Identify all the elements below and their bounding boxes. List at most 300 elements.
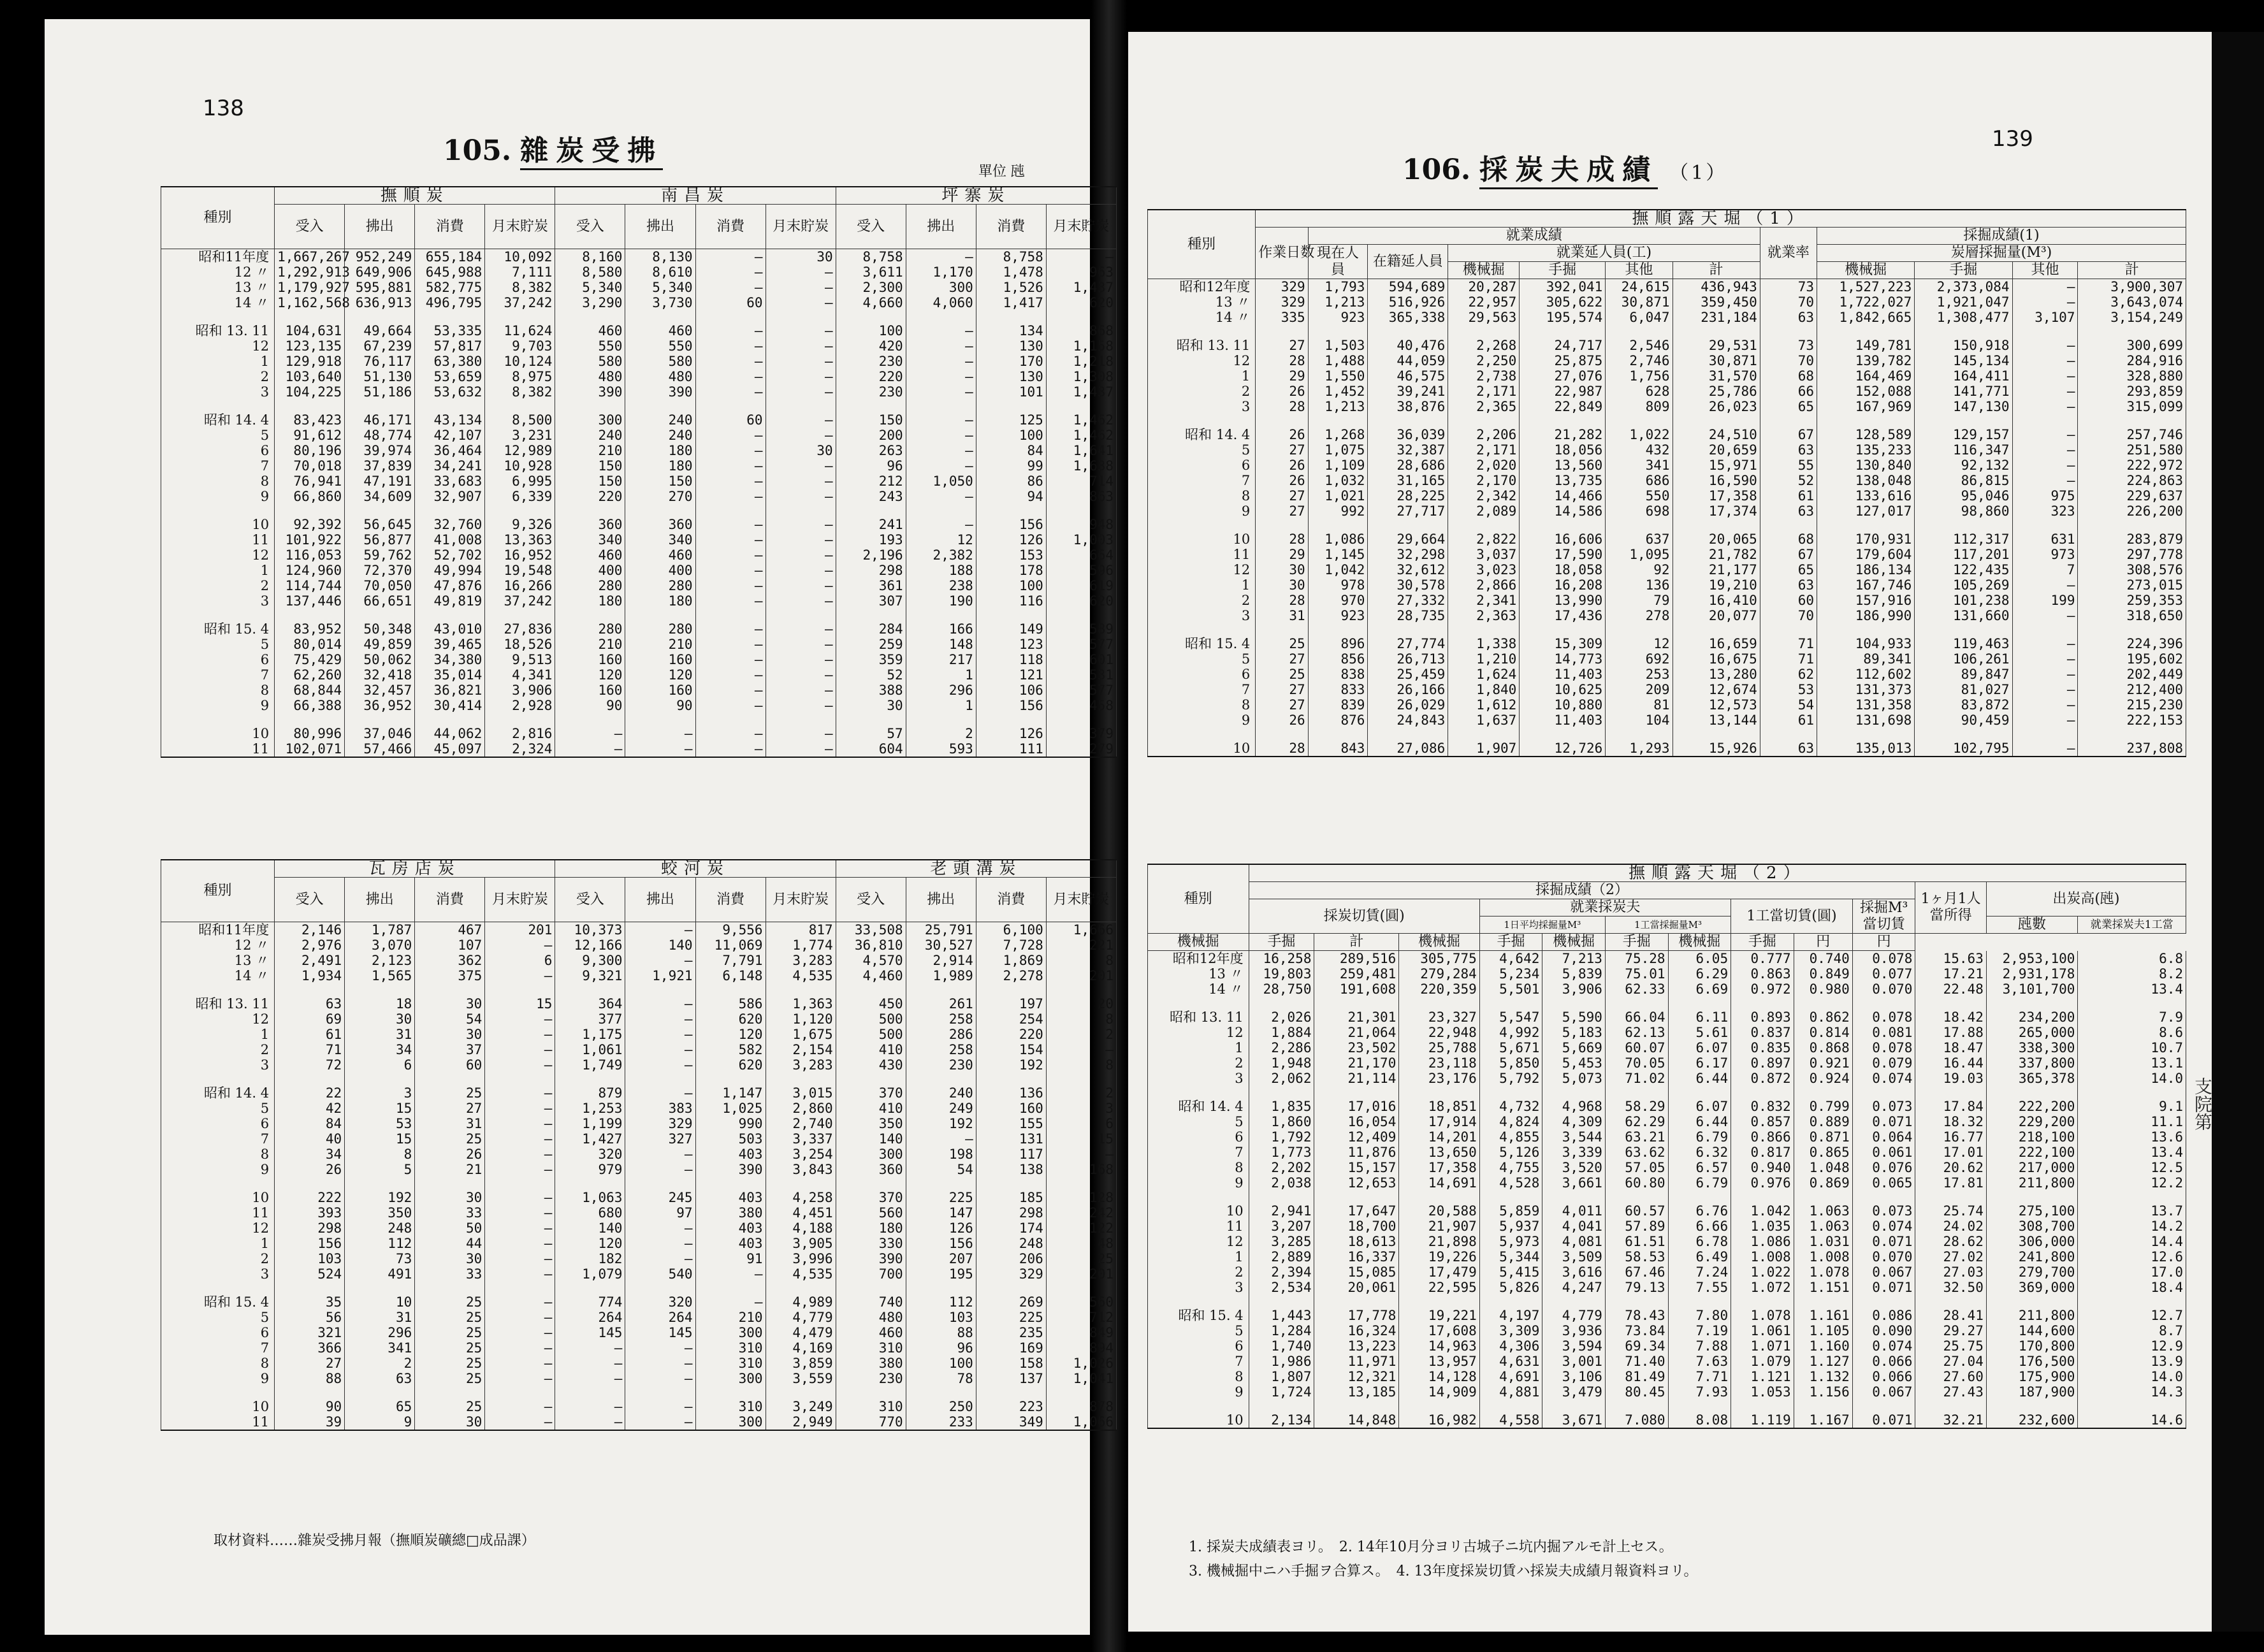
table-cell: 66,388 <box>275 698 345 713</box>
table-cell: 2,146 <box>275 922 345 938</box>
table-cell: 4,779 <box>1542 1308 1606 1323</box>
table-cell: 238 <box>906 578 976 593</box>
table-cell: — <box>906 517 976 532</box>
table-cell: 180 <box>836 1221 906 1236</box>
spacer-cell <box>1668 997 1731 1010</box>
table-cell: 15,971 <box>1673 458 1760 473</box>
spacer-cell <box>625 609 695 621</box>
table-cell: 524 <box>275 1266 345 1282</box>
table-cell: 66,860 <box>275 489 345 504</box>
table-cell: — <box>625 741 695 757</box>
table-cell: 1,175 <box>555 1027 625 1042</box>
table-cell: 25 <box>1046 1251 1116 1266</box>
table-cell: 18,058 <box>1520 562 1606 577</box>
group-header: 就業成績 <box>1308 228 1760 245</box>
spacer-cell <box>766 1386 836 1399</box>
table-cell: 102,071 <box>275 741 345 757</box>
table-row <box>161 443 1117 458</box>
table-cell: 620 <box>695 1057 766 1073</box>
column-header: 円 <box>1794 934 1852 951</box>
table-cell: 100 <box>976 578 1046 593</box>
table-cell: 114,744 <box>275 578 345 593</box>
spacer-cell <box>1399 1400 1479 1412</box>
table-cell: 8 <box>345 1147 415 1162</box>
table-cell: 0.065 <box>1852 1175 1915 1191</box>
column-header: 消費 <box>976 878 1046 922</box>
table-cell: 1.063 <box>1794 1203 1852 1219</box>
daily-avg-header: 1日平均採掘量M³ <box>1479 917 1605 934</box>
table-row <box>1148 1264 2186 1280</box>
table-cell: 63.62 <box>1605 1145 1668 1160</box>
table-cell: 13,990 <box>1520 593 1606 608</box>
table-cell: 95,046 <box>1915 488 2012 504</box>
table-cell: 3,285 <box>1249 1234 1314 1249</box>
table-cell: 480 <box>555 369 625 384</box>
table-cell: 4,855 <box>1479 1129 1542 1145</box>
table-cell: 224,863 <box>2078 473 2186 488</box>
table-cell: 0.897 <box>1731 1055 1794 1071</box>
row-label: 2 <box>1148 384 1256 399</box>
table-cell: 328,880 <box>2078 368 2186 384</box>
table-cell: 6.44 <box>1668 1114 1731 1129</box>
table-cell: 10,124 <box>485 354 555 369</box>
table-row <box>161 474 1117 489</box>
table-cell: 6.49 <box>1668 1249 1731 1264</box>
table-cell: 25 <box>415 1325 485 1340</box>
spacer-cell <box>1046 1386 1116 1399</box>
table-cell: 50,348 <box>345 621 415 637</box>
table-cell: 47,191 <box>345 474 415 489</box>
table-cell: — <box>625 1011 695 1027</box>
table-row <box>161 354 1117 369</box>
row-label: 5 <box>161 1101 275 1116</box>
table-cell: 1,749 <box>555 1057 625 1073</box>
row-label: 14 〃 <box>1148 982 1249 997</box>
spacer-cell <box>906 504 976 517</box>
table-cell: — <box>555 1399 625 1414</box>
spacer-cell <box>1148 414 1256 427</box>
spacer-cell <box>275 1386 345 1399</box>
table-cell: 2,286 <box>1249 1040 1314 1055</box>
table-cell: 992 <box>1308 504 1368 519</box>
spacer-cell <box>695 1282 766 1294</box>
table-cell: 195 <box>906 1266 976 1282</box>
spacer-cell <box>1148 1086 1249 1099</box>
table-cell: 27,717 <box>1368 504 1448 519</box>
table-cell: 365,378 <box>1986 1071 2078 1086</box>
table-row <box>161 295 1117 310</box>
table-cell: 686 <box>1606 473 1673 488</box>
table-cell: 500 <box>836 1011 906 1027</box>
table-cell: 3,671 <box>1542 1412 1606 1428</box>
spacer-cell <box>695 310 766 323</box>
table-cell: 1,437 <box>1046 280 1116 295</box>
spacer-cell <box>1731 1191 1794 1203</box>
table-cell: 31 <box>415 1116 485 1131</box>
table-cell: 7.24 <box>1668 1264 1731 1280</box>
row-label: 3 <box>1148 1071 1249 1086</box>
table-cell: 1.156 <box>1794 1384 1852 1400</box>
spacer-cell <box>1915 1295 1986 1308</box>
table-cell: 33,683 <box>415 474 485 489</box>
table-cell: 240 <box>906 1085 976 1101</box>
table-cell: 42,107 <box>415 428 485 443</box>
table-cell: 0.070 <box>1852 982 1915 997</box>
table-cell: 0.814 <box>1794 1025 1852 1040</box>
table-cell: 230 <box>836 384 906 400</box>
table-cell: 78 <box>906 1371 976 1386</box>
table-cell: 1,026 <box>1046 1356 1116 1371</box>
column-header: 拂出 <box>625 205 695 249</box>
table-cell: 80,014 <box>275 637 345 652</box>
table-cell: 16,590 <box>1673 473 1760 488</box>
table-cell: 133,616 <box>1817 488 1915 504</box>
table-cell: 53,632 <box>415 384 485 400</box>
table-cell: — <box>625 1251 695 1266</box>
table-row <box>1148 1160 2186 1175</box>
table-cell: — <box>766 683 836 698</box>
spacer-cell <box>1852 1191 1915 1203</box>
table-cell: 90 <box>275 1399 345 1414</box>
table-cell: 27 <box>1256 697 1308 713</box>
table-cell: 22,849 <box>1520 399 1606 414</box>
spacer-cell <box>1915 1191 1986 1203</box>
table-cell: 67 <box>1760 427 1817 442</box>
table-cell: 8 <box>1046 953 1116 968</box>
table-row <box>1148 1308 2186 1323</box>
table-cell: 1.031 <box>1794 1234 1852 1249</box>
table-cell: 45,097 <box>415 741 485 757</box>
table-cell: 39 <box>275 1414 345 1430</box>
table-cell: 32,457 <box>345 683 415 698</box>
column-header: 受入 <box>836 205 906 249</box>
table-cell: 225 <box>976 1310 1046 1325</box>
spacer-cell <box>1986 1400 2078 1412</box>
table-cell: 2,941 <box>1249 1203 1314 1219</box>
table-cell: 1,292,913 <box>275 264 345 280</box>
table-cell: 8,130 <box>625 249 695 265</box>
table-cell: 1,066 <box>1046 1414 1116 1430</box>
table-row <box>161 532 1117 547</box>
table-row <box>161 1340 1117 1356</box>
spacer-row <box>161 310 1117 323</box>
table-cell: 0.066 <box>1852 1369 1915 1384</box>
table-cell: 0.073 <box>1852 1099 1915 1114</box>
row-label: 11 <box>161 1205 275 1221</box>
table-cell: 0.067 <box>1852 1384 1915 1400</box>
table-cell: 978 <box>1308 577 1368 593</box>
group-header: 坪寨炭 <box>836 187 1116 205</box>
table-cell: 5,453 <box>1542 1055 1606 1071</box>
table-cell: 0.066 <box>1852 1354 1915 1369</box>
table-cell: 594,689 <box>1368 279 1448 295</box>
table-row <box>161 578 1117 593</box>
table-cell: 259 <box>836 637 906 652</box>
spacer-cell <box>2078 728 2186 741</box>
table-cell: 6.05 <box>1668 951 1731 967</box>
table-cell: 32,418 <box>345 667 415 683</box>
table-cell: 126 <box>906 1221 976 1236</box>
spacer-row <box>1148 325 2186 338</box>
table-cell: 31 <box>345 1027 415 1042</box>
table-cell: 101 <box>976 384 1046 400</box>
table-cell: 30 <box>415 1190 485 1205</box>
table-cell: 180 <box>625 443 695 458</box>
table-cell: 16.44 <box>1915 1055 1986 1071</box>
spacer-cell <box>1148 728 1256 741</box>
table-cell: 68 <box>1760 532 1817 547</box>
table-cell: 8,758 <box>976 249 1046 265</box>
table-cell: 383 <box>625 1101 695 1116</box>
table-cell: 714 <box>1046 474 1116 489</box>
table-cell: 13.1 <box>2078 1055 2186 1071</box>
table-cell: 361 <box>836 578 906 593</box>
table-cell: 2,491 <box>275 953 345 968</box>
table-cell: 17,778 <box>1314 1308 1399 1323</box>
spacer-cell <box>1542 1400 1606 1412</box>
table-cell: 128 <box>1046 1190 1116 1205</box>
table-cell: 72 <box>275 1057 345 1073</box>
row-label: 13 〃 <box>161 953 275 968</box>
spacer-cell <box>1915 1086 1986 1099</box>
table-cell: 1,218 <box>1046 354 1116 369</box>
table-cell: — <box>485 1147 555 1162</box>
table-cell: 392,041 <box>1520 279 1606 295</box>
table-cell: 1,774 <box>766 938 836 953</box>
spacer-cell <box>695 1177 766 1190</box>
spacer-cell <box>1479 1191 1542 1203</box>
row-label: 2 <box>161 369 275 384</box>
spacer-row <box>1148 997 2186 1010</box>
table-cell: — <box>625 1236 695 1251</box>
table-cell: 22,948 <box>1399 1025 1479 1040</box>
table-row <box>1148 473 2186 488</box>
table-cell: 6 <box>485 953 555 968</box>
table-cell: 61.51 <box>1605 1234 1668 1249</box>
table-row <box>161 1085 1117 1101</box>
table-cell: 0.835 <box>1731 1040 1794 1055</box>
table-cell: 61 <box>275 1027 345 1042</box>
table-cell: 112,602 <box>1817 667 1915 682</box>
table-cell: 4,570 <box>836 953 906 968</box>
table-cell: 1,503 <box>1308 338 1368 353</box>
table-cell: 5,073 <box>1542 1071 1606 1086</box>
table-cell: 29 <box>1256 368 1308 384</box>
table-cell: 190 <box>906 593 976 609</box>
row-label: 10 <box>161 517 275 532</box>
table-cell: 3,249 <box>766 1399 836 1414</box>
table-cell: 15,157 <box>1314 1160 1399 1175</box>
spacer-cell <box>906 1177 976 1190</box>
table-cell: 380 <box>836 1356 906 1371</box>
table-cell: 57,466 <box>345 741 415 757</box>
table-cell: 4,824 <box>1479 1114 1542 1129</box>
table-cell: 25 <box>415 1340 485 1356</box>
spacer-cell <box>1852 1400 1915 1412</box>
table-cell: 2,154 <box>766 1042 836 1057</box>
table-cell: 170,931 <box>1817 532 1915 547</box>
table-cell: 14.6 <box>2078 1412 2186 1428</box>
table-cell: 15 <box>1046 1131 1116 1147</box>
table-cell: 48,774 <box>345 428 415 443</box>
table-cell: 191,608 <box>1314 982 1399 997</box>
table-row <box>1148 1323 2186 1338</box>
table-cell: 23,327 <box>1399 1010 1479 1025</box>
spacer-row <box>161 983 1117 996</box>
column-header: 月末貯炭 <box>766 205 836 249</box>
table-row <box>1148 1099 2186 1114</box>
table-cell: 310 <box>695 1356 766 1371</box>
table-cell: 2,038 <box>1249 1175 1314 1191</box>
table-cell: 250 <box>906 1399 976 1414</box>
table-row <box>161 384 1117 400</box>
row-label: 13 〃 <box>161 280 275 295</box>
table-cell: — <box>485 1340 555 1356</box>
table-cell: — <box>766 563 836 578</box>
table-row <box>161 1266 1117 1282</box>
table-cell: 222,100 <box>1986 1145 2078 1160</box>
table-cell: 265,000 <box>1986 1025 2078 1040</box>
column-header: 受入 <box>555 878 625 922</box>
table-cell: 17,608 <box>1399 1323 1479 1338</box>
table-cell: 655,184 <box>415 249 485 265</box>
table-cell: 833 <box>1308 682 1368 697</box>
table-cell: — <box>766 652 836 667</box>
table-row <box>161 369 1117 384</box>
table-cell: 154 <box>976 1042 1046 1057</box>
table-cell: 16,659 <box>1673 636 1760 651</box>
table-cell: 29.27 <box>1915 1323 1986 1338</box>
table-cell: 0.078 <box>1852 951 1915 967</box>
row-label: 12 <box>1148 353 1256 368</box>
spacer-cell <box>1915 519 2012 532</box>
table-cell: 286 <box>906 1027 976 1042</box>
table-cell: 10,092 <box>485 249 555 265</box>
table-cell: 43,134 <box>415 412 485 428</box>
row-label: 1 <box>1148 1040 1249 1055</box>
table-cell: 315,099 <box>2078 399 2186 414</box>
table-cell: 878 <box>1046 1399 1116 1414</box>
table-row <box>1148 1384 2186 1400</box>
table-cell: 131,698 <box>1817 713 1915 728</box>
table-cell: 48 <box>1046 1236 1116 1251</box>
spacer-cell <box>625 310 695 323</box>
table-cell: 14.2 <box>2078 1219 2186 1234</box>
spacer-cell <box>345 983 415 996</box>
table-cell: 120 <box>695 1027 766 1042</box>
table-cell: 29,531 <box>1673 338 1760 353</box>
table-cell: — <box>2012 713 2078 728</box>
spacer-cell <box>555 1073 625 1085</box>
table-cell: 1,921 <box>625 968 695 983</box>
table-cell: 3,520 <box>1542 1160 1606 1175</box>
column-header: 拂出 <box>906 878 976 922</box>
table-cell: 879 <box>555 1085 625 1101</box>
table-cell: 229,637 <box>2078 488 2186 504</box>
table-row <box>1148 562 2186 577</box>
table-cell: 258 <box>906 1042 976 1057</box>
table-cell: 3,106 <box>1542 1369 1606 1384</box>
spacer-cell <box>1399 1295 1479 1308</box>
table-cell: 24,843 <box>1368 713 1448 728</box>
table-cell: 101,922 <box>275 532 345 547</box>
table-cell: 30,527 <box>906 938 976 953</box>
coal-receipt-table-1 <box>161 186 1117 758</box>
table-cell: 251,580 <box>2078 442 2186 458</box>
spacer-cell <box>161 400 275 412</box>
table-cell: 1,637 <box>1448 713 1520 728</box>
spacer-cell <box>1986 1086 2078 1099</box>
table-cell: 2,949 <box>766 1414 836 1430</box>
table-cell: 5,839 <box>1542 966 1606 982</box>
table-cell: 221 <box>1046 938 1116 953</box>
spacer-row <box>1148 1400 2186 1412</box>
row-label: 2 <box>161 1042 275 1057</box>
row-label: 昭和 13. 11 <box>161 996 275 1011</box>
spacer-cell <box>1542 1191 1606 1203</box>
table-cell: 16,410 <box>1673 593 1760 608</box>
row-label: 10 <box>161 726 275 741</box>
table-cell: 7,213 <box>1542 951 1606 967</box>
spacer-cell <box>1915 1400 1986 1412</box>
table-cell: 2,953,100 <box>1986 951 2078 967</box>
spacer-cell <box>976 1386 1046 1399</box>
output-col: 瓲數 <box>1986 917 2078 934</box>
table-cell: 770 <box>836 1414 906 1430</box>
spacer-cell <box>906 609 976 621</box>
table-cell: 25,459 <box>1368 667 1448 682</box>
spacer-cell <box>1479 1295 1542 1308</box>
table-cell: 3 <box>345 1085 415 1101</box>
table-cell: 1,063 <box>555 1190 625 1205</box>
table-cell: 4,258 <box>766 1190 836 1205</box>
table-cell: 1,109 <box>1308 458 1368 473</box>
table-cell: 60.57 <box>1605 1203 1668 1219</box>
spacer-cell <box>1520 325 1606 338</box>
table-cell: 450 <box>836 996 906 1011</box>
spacer-cell <box>161 1386 275 1399</box>
table-cell: 211,800 <box>1986 1175 2078 1191</box>
table-cell: 13,957 <box>1399 1354 1479 1369</box>
table-cell: — <box>2012 473 2078 488</box>
group-header: 採掘成績（2） <box>1249 882 1915 899</box>
table-cell: 2,089 <box>1448 504 1520 519</box>
table-cell: 4,309 <box>1542 1114 1606 1129</box>
table-cell: — <box>2012 667 2078 682</box>
table-cell: 136 <box>976 1085 1046 1101</box>
table-cell: 28 <box>1256 741 1308 757</box>
table-cell: 160 <box>625 652 695 667</box>
table-cell: — <box>555 741 625 757</box>
table-cell: 57,817 <box>415 338 485 354</box>
table-cell: 2,170 <box>1448 473 1520 488</box>
table-cell: — <box>695 458 766 474</box>
table-cell: 6.79 <box>1668 1129 1731 1145</box>
spacer-cell <box>1046 983 1116 996</box>
group-header: 採掘成績(1) <box>1817 228 2186 245</box>
table-cell: — <box>766 474 836 489</box>
table-cell: — <box>625 1399 695 1414</box>
table-cell: — <box>2012 697 2078 713</box>
table-cell: 18.47 <box>1915 1040 1986 1055</box>
table-cell: 34,380 <box>415 652 485 667</box>
table-cell: — <box>625 1042 695 1057</box>
table-cell: 5,234 <box>1479 966 1542 982</box>
spacer-row <box>1148 519 2186 532</box>
spacer-cell <box>1308 414 1368 427</box>
table-cell: 14.3 <box>2078 1384 2186 1400</box>
table-cell: 16,324 <box>1314 1323 1399 1338</box>
